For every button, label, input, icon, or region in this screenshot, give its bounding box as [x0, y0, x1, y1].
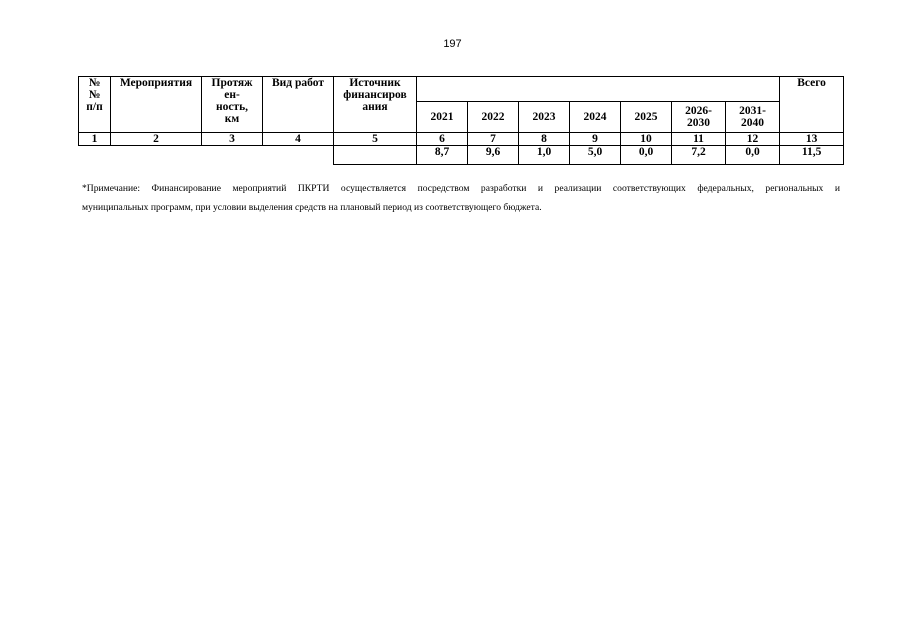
total-row-source: [334, 146, 417, 165]
header-source: Источник финансиров ания: [334, 77, 417, 133]
total-value: 11,5: [780, 146, 844, 165]
total-value: 8,7: [417, 146, 468, 165]
header-year-2021: 2021: [417, 102, 468, 133]
total-value: 0,0: [726, 146, 780, 165]
header-work-type: Вид работ: [263, 77, 334, 133]
total-value: 9,6: [468, 146, 519, 165]
header-year-2023: 2023: [519, 102, 570, 133]
page-number: 197: [443, 38, 462, 50]
header-activities: Мероприятия: [111, 77, 202, 133]
total-value: 5,0: [570, 146, 621, 165]
header-total: Всего: [780, 77, 844, 102]
col-number: 8: [519, 133, 570, 146]
header-year-2031-2040: 2031-2040: [726, 102, 780, 133]
header-length: Протяж ен- ность, км: [202, 77, 263, 133]
total-value: 1,0: [519, 146, 570, 165]
col-number: 10: [621, 133, 672, 146]
col-number: 9: [570, 133, 621, 146]
col-number: 3: [202, 133, 263, 146]
footnote-line-2: муниципальных программ, при условии выделения средств на плановый период из соответствующего бюджета.: [82, 202, 542, 213]
col-number: 7: [468, 133, 519, 146]
header-year-2026-2030: 2026-2030: [672, 102, 726, 133]
header-year-2022: 2022: [468, 102, 519, 133]
col-number: 12: [726, 133, 780, 146]
col-number: 5: [334, 133, 417, 146]
col-number: 11: [672, 133, 726, 146]
total-value: 0,0: [621, 146, 672, 165]
total-value: 7,2: [672, 146, 726, 165]
header-num: № № п/п: [79, 77, 111, 133]
header-total-spacer: [780, 102, 844, 133]
col-number: 13: [780, 133, 844, 146]
header-year-2025: 2025: [621, 102, 672, 133]
header-years-group: [417, 77, 780, 102]
col-number: 1: [79, 133, 111, 146]
empty-cell: [79, 146, 334, 165]
col-number: 6: [417, 133, 468, 146]
financing-table: [78, 76, 844, 165]
footnote: [82, 179, 840, 217]
col-number: 2: [111, 133, 202, 146]
col-number: 4: [263, 133, 334, 146]
footnote-line-1: *Примечание: Финансирование мероприятий ПКРТИ осуществляется посредством разработки и реализации соответствующих федеральных, региональных и: [82, 183, 840, 194]
header-year-2024: 2024: [570, 102, 621, 133]
